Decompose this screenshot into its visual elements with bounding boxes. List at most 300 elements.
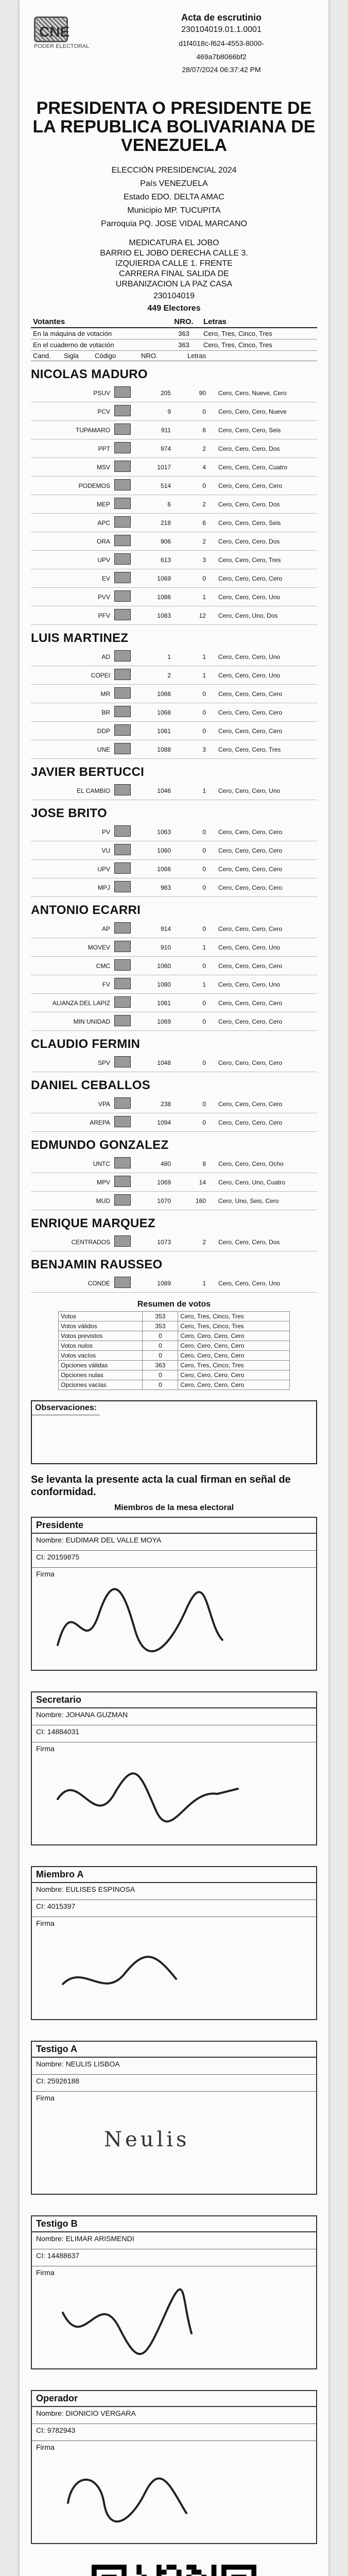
party-code: 1080 xyxy=(138,975,173,994)
party-code: 1017 xyxy=(138,458,173,477)
resumen-label: Opciones vacías xyxy=(59,1380,143,1390)
party-code: 238 xyxy=(138,1095,173,1113)
member-firma xyxy=(32,2266,316,2368)
resumen-letters: Cero, Cero, Cero, Cero xyxy=(178,1341,290,1351)
party-table xyxy=(31,782,317,800)
party-name: MPV xyxy=(31,1173,112,1192)
party-letters: Cero, Cero, Uno, Dos xyxy=(208,606,317,625)
party-votes: 1 xyxy=(173,588,208,606)
table-row xyxy=(31,1113,317,1132)
party-logo-icon xyxy=(114,669,131,680)
party-name: CMC xyxy=(31,957,112,975)
resumen-label: Opciones válidas xyxy=(59,1361,143,1370)
party-code: 1083 xyxy=(138,606,173,625)
party-logo xyxy=(112,606,138,625)
party-logo-icon xyxy=(114,743,131,754)
party-code: 613 xyxy=(138,551,173,569)
candidate-name: DANIEL CEBALLOS xyxy=(31,1078,151,1092)
table-row xyxy=(31,841,317,860)
party-votes: 160 xyxy=(173,1192,208,1210)
resumen-letters: Cero, Cero, Cero, Cero xyxy=(178,1351,290,1361)
col-nro: NRO. xyxy=(141,352,158,360)
party-logo-icon xyxy=(114,1277,131,1288)
party-name: VU xyxy=(31,841,112,860)
party-logo xyxy=(112,957,138,975)
member-firma xyxy=(32,2441,316,2543)
table-row xyxy=(31,782,317,800)
party-code: 1086 xyxy=(138,588,173,606)
observaciones-label: Observaciones: xyxy=(32,1401,100,1415)
party-name: PFV xyxy=(31,606,112,625)
nro-header: NRO. xyxy=(166,316,201,328)
party-votes: 2 xyxy=(173,495,208,514)
member-firma xyxy=(32,1568,316,1670)
party-votes: 6 xyxy=(173,514,208,532)
election-name: ELECCIÓN PRESIDENCIAL 2024 xyxy=(111,166,237,175)
party-letters: Cero, Cero, Nueve, Cero xyxy=(208,384,317,402)
firma-label: Firma xyxy=(36,1919,55,1927)
party-name: PSUV xyxy=(31,384,112,402)
party-code: 1068 xyxy=(138,703,173,722)
resumen-num: 353 xyxy=(143,1321,178,1331)
table-row xyxy=(31,606,317,625)
party-logo-icon xyxy=(114,941,131,952)
resumen-num: 0 xyxy=(143,1331,178,1341)
votantes-label: En la máquina de votación xyxy=(31,328,166,340)
party-code: 910 xyxy=(138,938,173,957)
party-code: 1046 xyxy=(138,782,173,800)
party-votes: 90 xyxy=(173,384,208,402)
candidate-section xyxy=(31,1078,317,1132)
signature-icon xyxy=(53,2456,248,2534)
party-logo-icon xyxy=(114,978,131,989)
party-logo xyxy=(112,975,138,994)
table-row xyxy=(31,340,317,351)
candidate-name: ENRIQUE MARQUEZ xyxy=(31,1216,155,1230)
member-firma xyxy=(32,1917,316,2019)
party-name: MEP xyxy=(31,495,112,514)
member-role: Testigo B xyxy=(32,2216,316,2232)
party-logo-icon xyxy=(114,553,131,565)
members-list xyxy=(31,1517,317,2544)
party-logo-icon xyxy=(114,479,131,490)
member-box xyxy=(31,2390,317,2544)
party-letters: Cero, Cero, Cero, Cero xyxy=(208,477,317,495)
party-code: 1069 xyxy=(138,569,173,588)
party-code: 1073 xyxy=(138,1233,173,1251)
party-letters: Cero, Cero, Cero, Cero xyxy=(208,1095,317,1113)
member-role: Testigo A xyxy=(32,2042,316,2058)
party-votes: 0 xyxy=(173,1113,208,1132)
party-letters: Cero, Cero, Cero, Dos xyxy=(208,439,317,458)
party-table xyxy=(31,1054,317,1072)
table-row xyxy=(31,1095,317,1113)
party-votes: 1 xyxy=(173,975,208,994)
col-letras: Letras xyxy=(187,352,206,360)
party-logo-icon xyxy=(114,784,131,795)
party-logo xyxy=(112,740,138,759)
member-firma xyxy=(32,1742,316,1844)
member-ci: CI: 14488637 xyxy=(32,2249,316,2266)
party-code: 1070 xyxy=(138,1192,173,1210)
party-letters: Cero, Cero, Cero, Cero xyxy=(208,841,317,860)
party-logo-icon xyxy=(114,1097,131,1109)
party-letters: Cero, Cero, Cero, Cero xyxy=(208,920,317,938)
votantes-letters: Cero, Tres, Cinco, Tres xyxy=(201,340,317,351)
party-votes: 3 xyxy=(173,551,208,569)
table-row xyxy=(31,823,317,841)
party-votes: 0 xyxy=(173,957,208,975)
signature-icon xyxy=(53,1583,248,1660)
party-name: PVV xyxy=(31,588,112,606)
table-row xyxy=(31,551,317,569)
party-votes: 0 xyxy=(173,1012,208,1031)
acta-timestamp: 28/07/2024 06:37:42 PM xyxy=(182,65,261,74)
table-row xyxy=(31,439,317,458)
qr-code xyxy=(31,2565,317,2576)
party-code: 1063 xyxy=(138,823,173,841)
party-votes: 1 xyxy=(173,666,208,685)
party-logo xyxy=(112,588,138,606)
party-logo xyxy=(112,495,138,514)
votantes-table xyxy=(31,316,317,351)
party-logo-icon xyxy=(114,1194,131,1206)
parroquia: Parroquia PQ. JOSE VIDAL MARCANO xyxy=(101,219,247,228)
table-row xyxy=(31,957,317,975)
electores-count: 449 Electores xyxy=(147,304,201,313)
centro-info xyxy=(31,238,317,290)
acta-number: 230104019.01.1.0001 xyxy=(181,25,262,34)
party-name: MPJ xyxy=(31,878,112,897)
party-name: AREPA xyxy=(31,1113,112,1132)
party-code: 974 xyxy=(138,439,173,458)
firma-label: Firma xyxy=(36,1744,55,1753)
party-logo-icon xyxy=(114,423,131,435)
member-firma xyxy=(32,2092,316,2194)
party-letters: Cero, Cero, Cero, Cero xyxy=(208,703,317,722)
party-logo xyxy=(112,1054,138,1072)
party-logo-icon xyxy=(114,706,131,717)
resumen-num: 0 xyxy=(143,1380,178,1390)
party-votes: 0 xyxy=(173,703,208,722)
party-letters: Cero, Cero, Cero, Dos xyxy=(208,495,317,514)
party-logo-icon xyxy=(114,862,131,874)
party-logo-icon xyxy=(114,881,131,892)
table-row xyxy=(31,994,317,1012)
table-row xyxy=(31,975,317,994)
party-logo-icon xyxy=(114,516,131,528)
party-logo xyxy=(112,402,138,421)
party-letters: Cero, Cero, Cero, Cero xyxy=(208,685,317,703)
table-row xyxy=(31,740,317,759)
resumen-title: Resumen de votos xyxy=(137,1300,211,1309)
signature-icon xyxy=(53,1933,248,2010)
table-row xyxy=(31,328,317,340)
firma-label: Firma xyxy=(36,2443,55,2451)
cne-logo-subtitle: PODER ELECTORAL xyxy=(34,43,90,49)
party-logo-icon xyxy=(114,650,131,662)
party-votes: 0 xyxy=(173,920,208,938)
observaciones-box xyxy=(31,1400,317,1464)
party-code: 1094 xyxy=(138,1113,173,1132)
party-logo xyxy=(112,841,138,860)
cne-logo xyxy=(34,16,91,49)
party-letters: Cero, Cero, Cero, Uno xyxy=(208,666,317,685)
table-row xyxy=(59,1380,290,1390)
party-name: PPT xyxy=(31,439,112,458)
candidate-section xyxy=(31,806,317,897)
party-name: MR xyxy=(31,685,112,703)
resumen-label: Votos nulos xyxy=(59,1341,143,1351)
estado: Estado EDO. DELTA AMAC xyxy=(124,193,224,201)
table-row xyxy=(31,1155,317,1173)
party-name: BR xyxy=(31,703,112,722)
table-row xyxy=(59,1312,290,1321)
member-ci: CI: 20159875 xyxy=(32,1551,316,1568)
party-logo xyxy=(112,920,138,938)
candidate-section xyxy=(31,631,317,759)
party-letters: Cero, Cero, Cero, Nueve xyxy=(208,402,317,421)
resumen-letters: Cero, Tres, Cinco, Tres xyxy=(178,1312,290,1321)
party-logo xyxy=(112,994,138,1012)
table-row xyxy=(31,514,317,532)
party-name: PODEMOS xyxy=(31,477,112,495)
municipio: Municipio MP. TUCUPITA xyxy=(127,206,221,215)
party-logo-icon xyxy=(114,996,131,1008)
candidate-name: EDMUNDO GONZALEZ xyxy=(31,1138,169,1152)
party-name: PV xyxy=(31,823,112,841)
party-logo xyxy=(112,569,138,588)
resumen-num: 353 xyxy=(143,1312,178,1321)
party-logo-icon xyxy=(114,1235,131,1247)
table-row xyxy=(31,421,317,439)
member-role: Miembro A xyxy=(32,1867,316,1883)
party-letters: Cero, Cero, Cero, Cero xyxy=(208,569,317,588)
candidate-name: NICOLAS MADURO xyxy=(31,367,148,381)
party-logo xyxy=(112,551,138,569)
member-role: Secretario xyxy=(32,1692,316,1708)
votantes-header: Votantes xyxy=(31,316,166,328)
candidates-list xyxy=(31,367,317,1293)
closing-text: Se levanta la presente acta la cual firman en señal de conformidad. xyxy=(31,1474,291,1498)
party-votes: 1 xyxy=(173,1274,208,1293)
acta-id-line2: 469a7b8066bf2 xyxy=(196,53,247,61)
party-letters: Cero, Uno, Seis, Cero xyxy=(208,1192,317,1210)
party-letters: Cero, Cero, Cero, Cero xyxy=(208,1012,317,1031)
party-table xyxy=(31,1233,317,1251)
col-codigo: Código xyxy=(95,352,116,360)
table-row xyxy=(31,384,317,402)
party-logo-icon xyxy=(114,959,131,971)
party-code: 1060 xyxy=(138,957,173,975)
table-row xyxy=(31,920,317,938)
party-votes: 1 xyxy=(173,938,208,957)
party-name: DDP xyxy=(31,722,112,740)
centro-line1: MEDICATURA EL JOBO xyxy=(129,239,219,247)
table-row xyxy=(31,722,317,740)
resumen-label: Opciones nulas xyxy=(59,1370,143,1380)
party-letters: Cero, Cero, Cero, Cero xyxy=(208,1113,317,1132)
party-logo-icon xyxy=(114,442,131,453)
party-code: 9 xyxy=(138,402,173,421)
table-row xyxy=(31,1233,317,1251)
table-row xyxy=(31,532,317,551)
party-letters: Cero, Cero, Cero, Uno xyxy=(208,938,317,957)
candidate-section xyxy=(31,765,317,800)
table-row xyxy=(59,1370,290,1380)
resumen-table xyxy=(58,1311,290,1390)
party-name: SPV xyxy=(31,1054,112,1072)
party-logo-icon xyxy=(114,498,131,509)
party-code: 1066 xyxy=(138,685,173,703)
party-code: 1 xyxy=(138,648,173,666)
party-code: 480 xyxy=(138,1155,173,1173)
centro-code: 230104019 xyxy=(153,292,195,300)
party-name: COPEI xyxy=(31,666,112,685)
party-name: APC xyxy=(31,514,112,532)
resumen-label: Votos xyxy=(59,1312,143,1321)
party-name: CENTRADOS xyxy=(31,1233,112,1251)
centro-line4: CARRERA FINAL SALIDA DE xyxy=(119,269,229,278)
resumen-letters: Cero, Tres, Cinco, Tres xyxy=(178,1361,290,1370)
votantes-letters: Cero, Tres, Cinco, Tres xyxy=(201,328,317,340)
candidate-section xyxy=(31,367,317,625)
resumen-label: Votos previstos xyxy=(59,1331,143,1341)
table-row xyxy=(59,1351,290,1361)
member-role: Operador xyxy=(32,2391,316,2407)
votantes-num: 363 xyxy=(166,340,201,351)
party-code: 1069 xyxy=(138,1173,173,1192)
party-table xyxy=(31,1274,317,1293)
table-row xyxy=(31,648,317,666)
party-letters: Cero, Cero, Cero, Cero xyxy=(208,860,317,878)
party-letters: Cero, Cero, Cero, Uno xyxy=(208,782,317,800)
party-letters: Cero, Cero, Cero, Seis xyxy=(208,421,317,439)
centro-line5: URBANIZACION LA PAZ CASA xyxy=(115,280,233,289)
party-logo-icon xyxy=(114,461,131,472)
party-logo-icon xyxy=(114,825,131,837)
party-logo xyxy=(112,514,138,532)
party-votes: 3 xyxy=(173,740,208,759)
party-code: 1066 xyxy=(138,860,173,878)
party-logo-icon xyxy=(114,386,131,398)
party-name: AP xyxy=(31,920,112,938)
member-ci: CI: 9782943 xyxy=(32,2424,316,2441)
party-logo xyxy=(112,860,138,878)
party-name: VPA xyxy=(31,1095,112,1113)
resumen-num: 0 xyxy=(143,1351,178,1361)
candidate-section xyxy=(31,1258,317,1293)
party-name: CONDE xyxy=(31,1274,112,1293)
member-box xyxy=(31,2215,317,2369)
member-role: Presidente xyxy=(32,1518,316,1534)
party-code: 1048 xyxy=(138,1054,173,1072)
party-votes: 0 xyxy=(173,569,208,588)
table-row xyxy=(31,1173,317,1192)
party-logo-icon xyxy=(114,1015,131,1026)
party-code: 1060 xyxy=(138,841,173,860)
party-votes: 0 xyxy=(173,1095,208,1113)
candidate-section xyxy=(31,1138,317,1210)
acta-header-info xyxy=(144,12,299,74)
resumen-num: 0 xyxy=(143,1370,178,1380)
resumen-letters: Cero, Cero, Cero, Cero xyxy=(178,1370,290,1380)
party-votes: 1 xyxy=(173,782,208,800)
candidate-section xyxy=(31,903,317,1031)
letras-header: Letras xyxy=(201,316,317,328)
resumen-letters: Cero, Cero, Cero, Cero xyxy=(178,1380,290,1390)
member-name: Nombre: NEULIS LISBOA xyxy=(32,2058,316,2075)
page-title: PRESIDENTA O PRESIDENTE DE LA REPUBLICA BOLIVARIANA DE VENEZUELA xyxy=(32,98,316,155)
table-row xyxy=(31,666,317,685)
party-logo-icon xyxy=(114,1116,131,1127)
party-votes: 0 xyxy=(173,994,208,1012)
pais: País VENEZUELA xyxy=(140,179,208,188)
col-cand: Cand. xyxy=(33,352,51,360)
party-letters: Cero, Cero, Cero, Cuatro xyxy=(208,458,317,477)
resumen-label: Votos vacíos xyxy=(59,1351,143,1361)
party-logo xyxy=(112,1012,138,1031)
member-box xyxy=(31,1866,317,2020)
party-logo xyxy=(112,878,138,897)
candidate-name: JOSE BRITO xyxy=(31,806,107,820)
resumen-letters: Cero, Cero, Cero, Cero xyxy=(178,1331,290,1341)
party-votes: 4 xyxy=(173,458,208,477)
member-name: Nombre: ELIMAR ARISMENDI xyxy=(32,2232,316,2249)
party-name: MIN UNIDAD xyxy=(31,1012,112,1031)
table-row xyxy=(59,1331,290,1341)
table-row xyxy=(31,1054,317,1072)
table-row xyxy=(31,878,317,897)
table-row xyxy=(31,458,317,477)
party-logo xyxy=(112,1274,138,1293)
candidate-name: ANTONIO ECARRI xyxy=(31,903,141,917)
party-logo xyxy=(112,823,138,841)
party-name: AD xyxy=(31,648,112,666)
party-logo-icon xyxy=(114,535,131,546)
party-logo-icon xyxy=(114,609,131,620)
party-table xyxy=(31,1095,317,1132)
centro-line3: IZQUIERDA CALLE 1. FRENTE xyxy=(115,259,233,268)
cne-logo-text: CNE xyxy=(39,24,70,40)
party-logo xyxy=(112,1192,138,1210)
qr-code-icon xyxy=(92,2565,256,2576)
acta-header xyxy=(31,9,317,87)
party-name: UNE xyxy=(31,740,112,759)
party-votes: 0 xyxy=(173,860,208,878)
party-table xyxy=(31,920,317,1031)
candidate-section xyxy=(31,1216,317,1251)
party-code: 218 xyxy=(138,514,173,532)
party-letters: Cero, Cero, Cero, Uno xyxy=(208,975,317,994)
party-logo xyxy=(112,782,138,800)
party-name: ORA xyxy=(31,532,112,551)
party-votes: 2 xyxy=(173,439,208,458)
party-code: 6 xyxy=(138,495,173,514)
party-logo xyxy=(112,703,138,722)
party-votes: 0 xyxy=(173,685,208,703)
candidate-name: BENJAMIN RAUSSEO xyxy=(31,1258,163,1272)
party-name: MOVEV xyxy=(31,938,112,957)
party-letters: Cero, Cero, Cero, Cero xyxy=(208,957,317,975)
party-logo xyxy=(112,722,138,740)
party-votes: 14 xyxy=(173,1173,208,1192)
party-letters: Cero, Cero, Cero, Dos xyxy=(208,532,317,551)
table-row xyxy=(59,1341,290,1351)
party-name: UPV xyxy=(31,860,112,878)
firma-label: Firma xyxy=(36,2268,55,2277)
party-letters: Cero, Cero, Cero, Tres xyxy=(208,551,317,569)
